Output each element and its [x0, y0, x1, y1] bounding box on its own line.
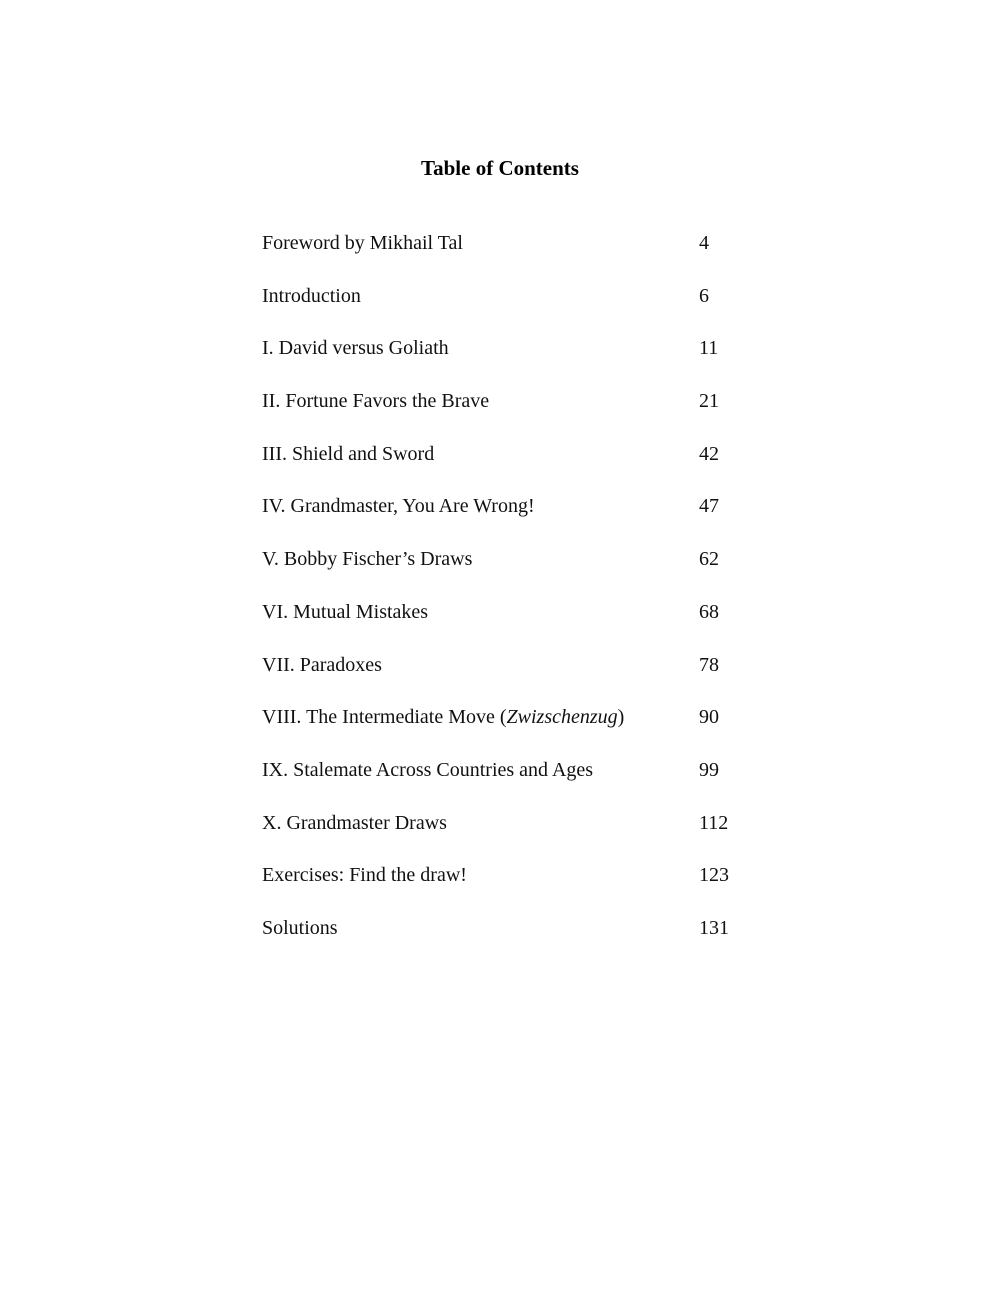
- toc-entry-label-italic: Zwizschenzug: [506, 706, 618, 729]
- toc-entry: [262, 649, 782, 702]
- toc-entry: [262, 332, 782, 385]
- toc-entry-label: VII. Paradoxes: [262, 653, 382, 676]
- toc-entry-label: VI. Mutual Mistakes: [262, 600, 429, 623]
- toc-list: [262, 227, 782, 965]
- toc-entry-page: 90: [699, 706, 719, 729]
- toc-entry-page: 21: [699, 390, 719, 413]
- toc-entry-page: 4: [699, 232, 709, 254]
- toc-entry-label: Solutions: [262, 916, 338, 939]
- toc-entry-label: IV. Grandmaster, You Are Wrong!: [262, 495, 535, 518]
- toc-entry-label: V. Bobby Fischer’s Draws: [262, 548, 473, 571]
- toc-entry-label: III. Shield and Sword: [262, 442, 435, 465]
- toc-entry: [262, 227, 782, 280]
- toc-entry-label: X. Grandmaster Draws: [262, 811, 447, 834]
- toc-entry: [262, 490, 782, 543]
- toc-entry-page: 123: [699, 864, 729, 887]
- toc-entry: [262, 754, 782, 807]
- toc-entry: [262, 280, 782, 333]
- page-title: Table of Contents: [421, 156, 579, 180]
- toc-entry-label-prefix: VIII. The Intermediate Move (: [262, 706, 507, 729]
- toc-entry-label: Foreword by Mikhail Tal: [262, 232, 463, 254]
- toc-entry-label-suffix: ): [617, 706, 625, 729]
- toc-entry-page: 131: [699, 916, 729, 939]
- toc-entry-label: [262, 701, 624, 733]
- toc-entry: [262, 807, 782, 860]
- toc-entry-label: IX. Stalemate Across Countries and Ages: [262, 758, 594, 781]
- toc-entry: [262, 912, 782, 965]
- toc-entry-page: 78: [699, 653, 719, 676]
- toc-entry-label: II. Fortune Favors the Brave: [262, 390, 490, 413]
- toc-entry: [262, 859, 782, 912]
- toc-entry-label: I. David versus Goliath: [262, 337, 449, 360]
- toc-entry: [262, 543, 782, 596]
- toc-entry: [262, 385, 782, 438]
- toc-entry-page: 62: [699, 548, 719, 571]
- toc-entry: [262, 596, 782, 649]
- toc-entry-page: 11: [699, 337, 719, 360]
- toc-entry-page: 99: [699, 758, 719, 781]
- toc-entry-label: Introduction: [262, 284, 361, 307]
- toc-entry-page: 112: [699, 811, 729, 834]
- toc-entry-page: 42: [699, 442, 719, 465]
- toc-entry-page: 47: [699, 495, 719, 518]
- toc-entry: [262, 701, 782, 754]
- toc-entry-label: Exercises: Find the draw!: [262, 864, 467, 887]
- toc-entry: [262, 438, 782, 491]
- toc-entry-page: 6: [699, 284, 709, 307]
- toc-entry-page: 68: [699, 600, 719, 623]
